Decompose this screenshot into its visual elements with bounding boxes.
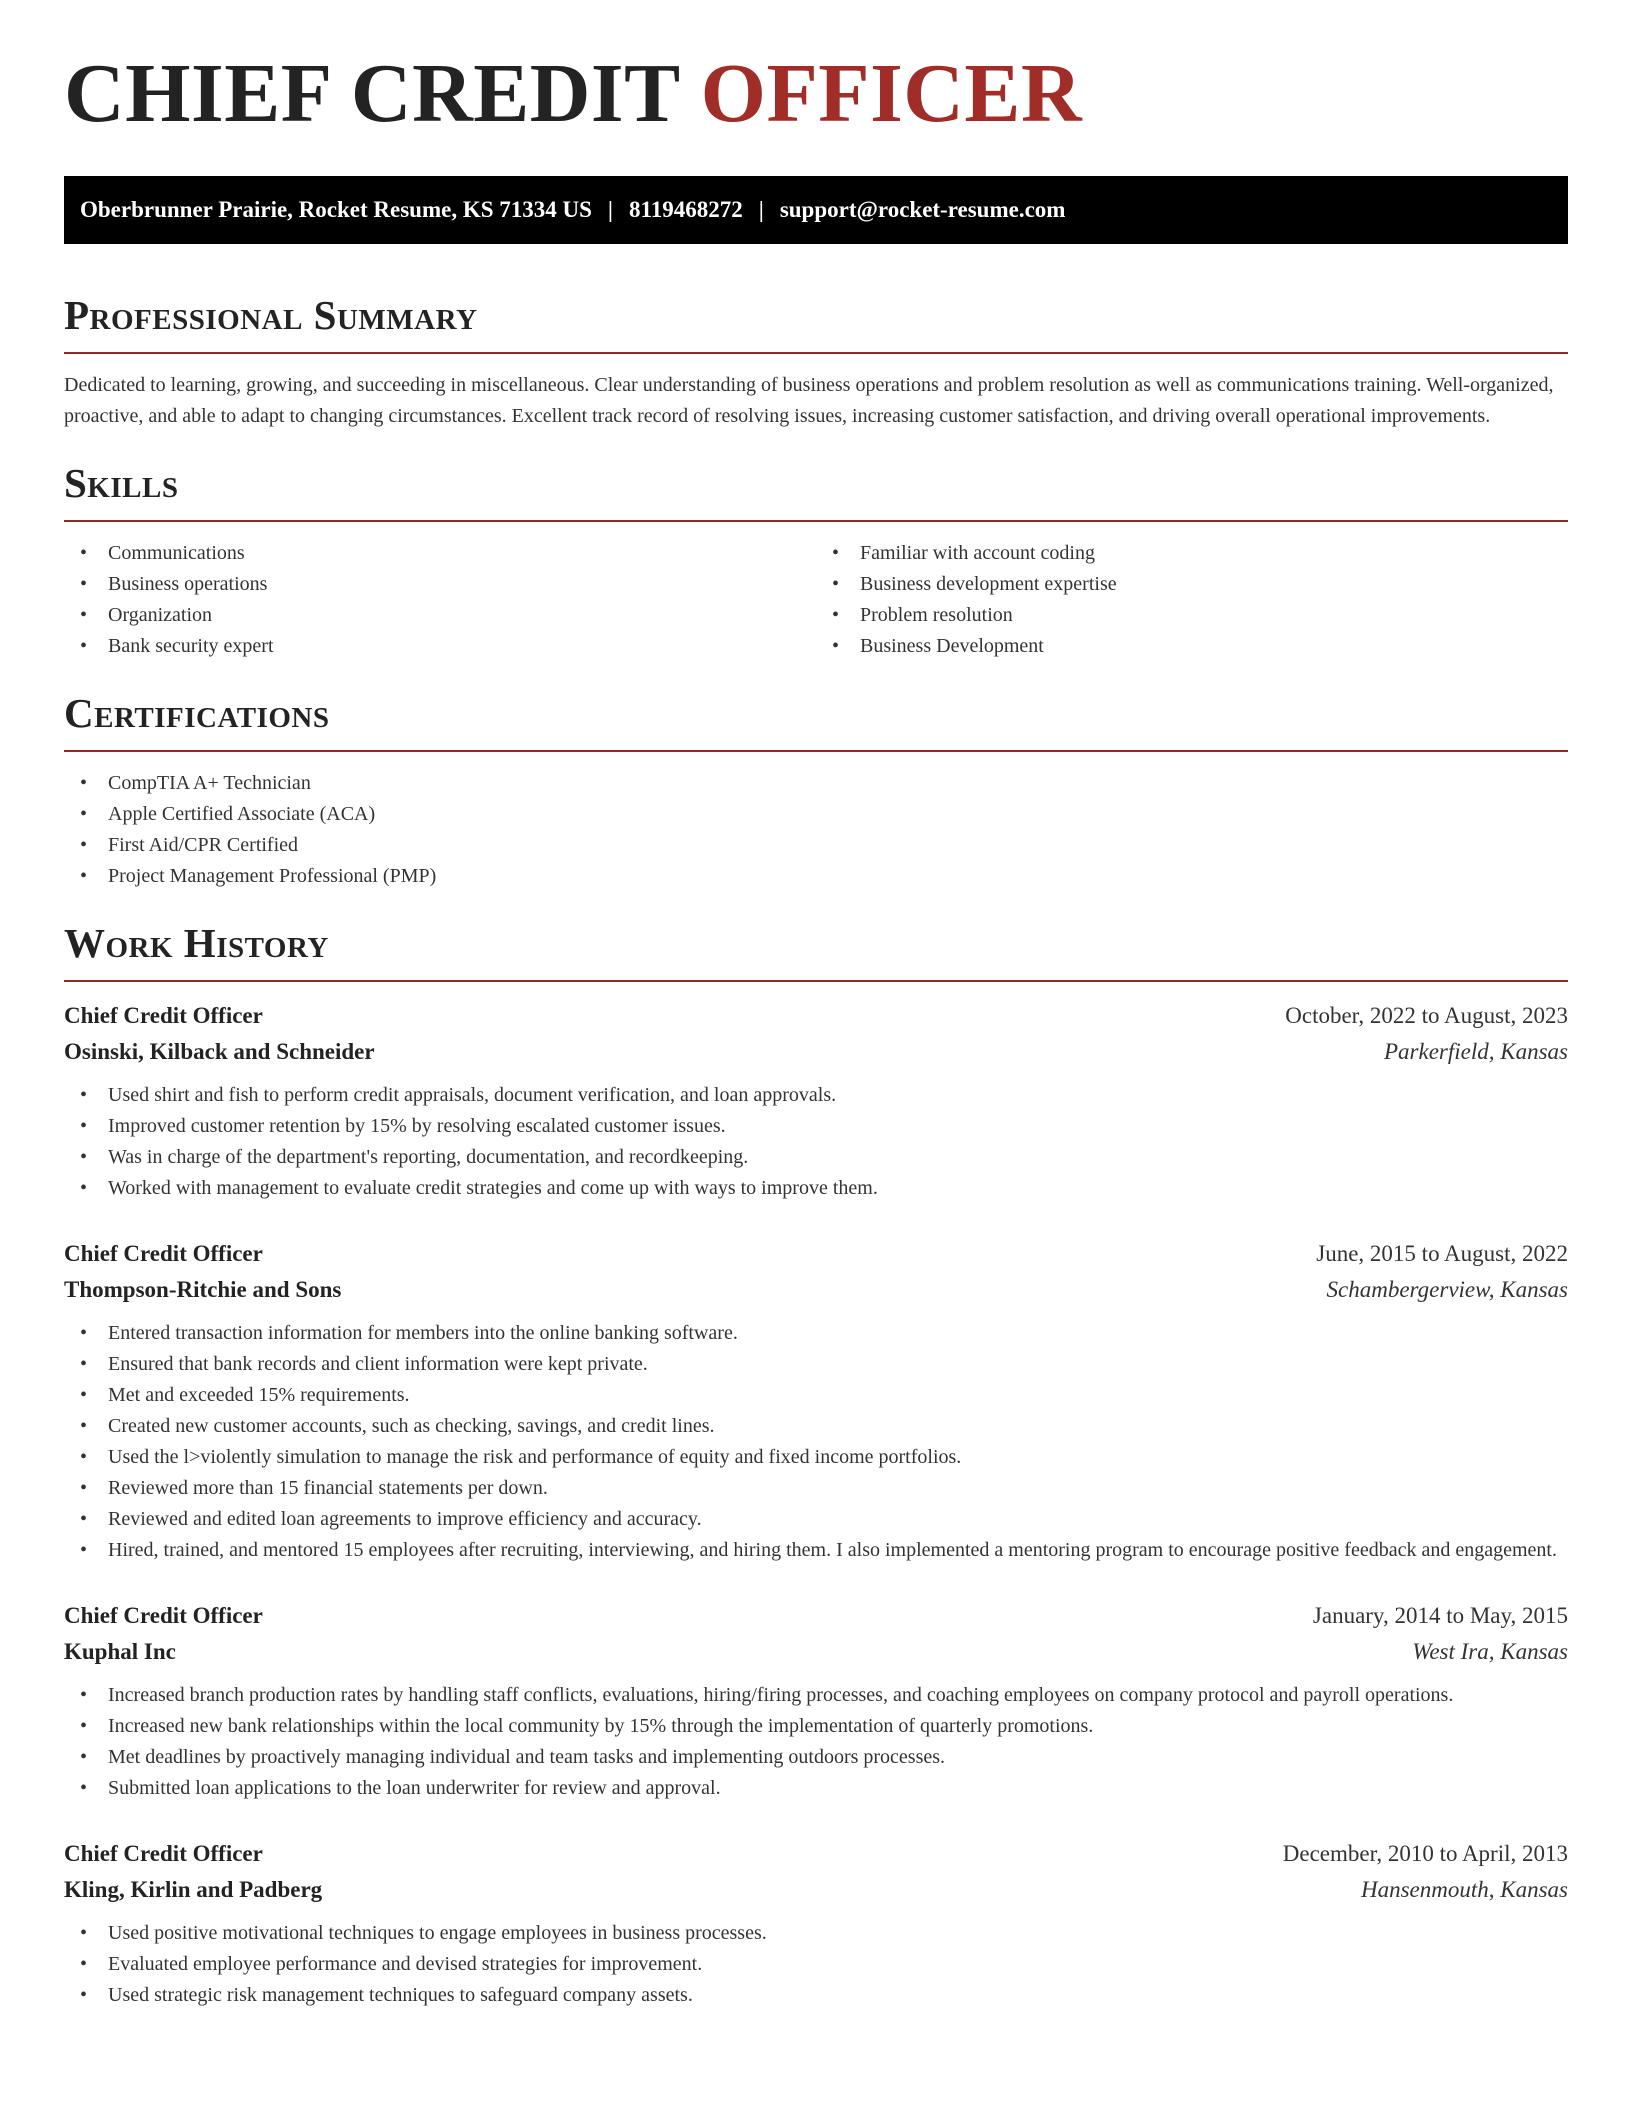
list-item: • Business development expertise <box>816 569 1568 600</box>
job-location: Schambergerview, Kansas <box>1326 1277 1568 1302</box>
list-item: • Created new customer accounts, such as checking, savings, and credit lines. <box>64 1411 1568 1442</box>
contact-bar <box>64 176 1568 244</box>
job-title: Chief Credit Officer <box>64 1241 263 1266</box>
job-entry <box>64 1598 1568 1804</box>
list-item: • CompTIA A+ Technician <box>64 768 1568 799</box>
skills-list-right <box>816 538 1568 662</box>
list-item: • Ensured that bank records and client information were kept private. <box>64 1349 1568 1380</box>
job-header-row <box>64 998 1568 1034</box>
title-accent: OFFICER <box>700 47 1083 140</box>
list-item: • Organization <box>64 600 816 631</box>
list-item: • Increased new bank relationships within the local community by 15% through the implementation of quarterly promotions. <box>64 1711 1568 1742</box>
job-location: Hansenmouth, Kansas <box>1360 1877 1568 1902</box>
list-item: • Evaluated employee performance and devised strategies for improvement. <box>64 1949 1568 1980</box>
section-heading: Skills <box>64 460 179 506</box>
list-item: • Increased branch production rates by handling staff conflicts, evaluations, hiring/firing processes, and coaching employees on company protocol and payroll operations. <box>64 1680 1568 1711</box>
work-history-section <box>64 920 1568 2011</box>
contact-separator: | <box>758 197 764 222</box>
skills-section <box>64 460 1568 662</box>
job-company-row <box>64 1272 1568 1308</box>
contact-address: Oberbrunner Prairie, Rocket Resume, KS 71334 US <box>80 197 592 222</box>
job-entry <box>64 998 1568 1204</box>
list-item: • Worked with management to evaluate credit strategies and come up with ways to improve them. <box>64 1173 1568 1204</box>
section-heading: Professional Summary <box>64 292 478 338</box>
job-dates: December, 2010 to April, 2013 <box>1282 1841 1568 1866</box>
job-company-row <box>64 1872 1568 1908</box>
certifications-list <box>64 768 1568 892</box>
job-bullets <box>64 1318 1568 1566</box>
contact-email[interactable]: support@rocket-resume.com <box>779 197 1066 222</box>
list-item: • Communications <box>64 538 816 569</box>
job-header-row <box>64 1836 1568 1872</box>
list-item: • Improved customer retention by 15% by resolving escalated customer issues. <box>64 1111 1568 1142</box>
list-item: • Was in charge of the department's reporting, documentation, and recordkeeping. <box>64 1142 1568 1173</box>
job-company-row <box>64 1634 1568 1670</box>
list-item: • Business operations <box>64 569 816 600</box>
list-item: • Bank security expert <box>64 631 816 662</box>
job-location: West Ira, Kansas <box>1412 1639 1568 1664</box>
job-location: Parkerfield, Kansas <box>1384 1039 1568 1064</box>
list-item: • Hired, trained, and mentored 15 employees after recruiting, interviewing, and hiring them. I also implemented a mentoring program to encourage positive feedback and engagement. <box>64 1535 1568 1566</box>
contact-phone: 8119468272 <box>629 197 743 222</box>
list-item: • Problem resolution <box>816 600 1568 631</box>
job-header-row <box>64 1236 1568 1272</box>
job-entry <box>64 1236 1568 1566</box>
list-item: • Project Management Professional (PMP) <box>64 861 1568 892</box>
professional-summary-section <box>64 292 1568 432</box>
section-divider <box>64 520 1568 522</box>
job-dates: October, 2022 to August, 2023 <box>1285 1003 1568 1028</box>
job-bullets <box>64 1918 1568 2011</box>
job-bullets <box>64 1680 1568 1804</box>
skills-list-left <box>64 538 816 662</box>
job-title: Chief Credit Officer <box>64 1603 263 1628</box>
section-divider <box>64 750 1568 752</box>
section-divider <box>64 352 1568 354</box>
job-title: Chief Credit Officer <box>64 1003 263 1028</box>
job-dates: January, 2014 to May, 2015 <box>1312 1603 1568 1628</box>
job-entry <box>64 1836 1568 2011</box>
summary-text: Dedicated to learning, growing, and succeeding in miscellaneous. Clear understanding of business operations and problem resolution as well as communications training. Well-organized, proactive, and able to adapt to changing circumstances. Excellent track record of resolving issues, increasing customer satisfaction, and driving overall operational improvements. <box>64 374 1554 427</box>
list-item: • Familiar with account coding <box>816 538 1568 569</box>
list-item: • Business Development <box>816 631 1568 662</box>
job-company: Kling, Kirlin and Padberg <box>64 1877 323 1902</box>
list-item: • Apple Certified Associate (ACA) <box>64 799 1568 830</box>
list-item: • Used strategic risk management techniques to safeguard company assets. <box>64 1980 1568 2011</box>
job-company: Osinski, Kilback and Schneider <box>64 1039 375 1064</box>
job-bullets <box>64 1080 1568 1204</box>
list-item: • Met deadlines by proactively managing individual and team tasks and implementing outdoors processes. <box>64 1742 1568 1773</box>
list-item: • Reviewed more than 15 financial statements per down. <box>64 1473 1568 1504</box>
resume-title <box>64 0 1568 140</box>
list-item: • Used the l>violently simulation to manage the risk and performance of equity and fixed income portfolios. <box>64 1442 1568 1473</box>
list-item: • Met and exceeded 15% requirements. <box>64 1380 1568 1411</box>
skills-grid <box>64 538 1568 662</box>
section-heading: Work History <box>64 920 329 966</box>
job-company: Kuphal Inc <box>64 1639 176 1664</box>
job-company: Thompson-Ritchie and Sons <box>64 1277 342 1302</box>
section-divider <box>64 980 1568 982</box>
job-company-row <box>64 1034 1568 1070</box>
certifications-section <box>64 690 1568 892</box>
list-item: • First Aid/CPR Certified <box>64 830 1568 861</box>
list-item: • Entered transaction information for members into the online banking software. <box>64 1318 1568 1349</box>
job-title: Chief Credit Officer <box>64 1841 263 1866</box>
list-item: • Reviewed and edited loan agreements to improve efficiency and accuracy. <box>64 1504 1568 1535</box>
job-header-row <box>64 1598 1568 1634</box>
list-item: • Submitted loan applications to the loan underwriter for review and approval. <box>64 1773 1568 1804</box>
list-item: • Used shirt and fish to perform credit appraisals, document verification, and loan approvals. <box>64 1080 1568 1111</box>
job-dates: June, 2015 to August, 2022 <box>1316 1241 1568 1266</box>
title-main: CHIEF CREDIT <box>64 47 701 140</box>
section-heading: Certifications <box>64 690 330 736</box>
contact-separator: | <box>607 197 613 222</box>
list-item: • Used positive motivational techniques to engage employees in business processes. <box>64 1918 1568 1949</box>
